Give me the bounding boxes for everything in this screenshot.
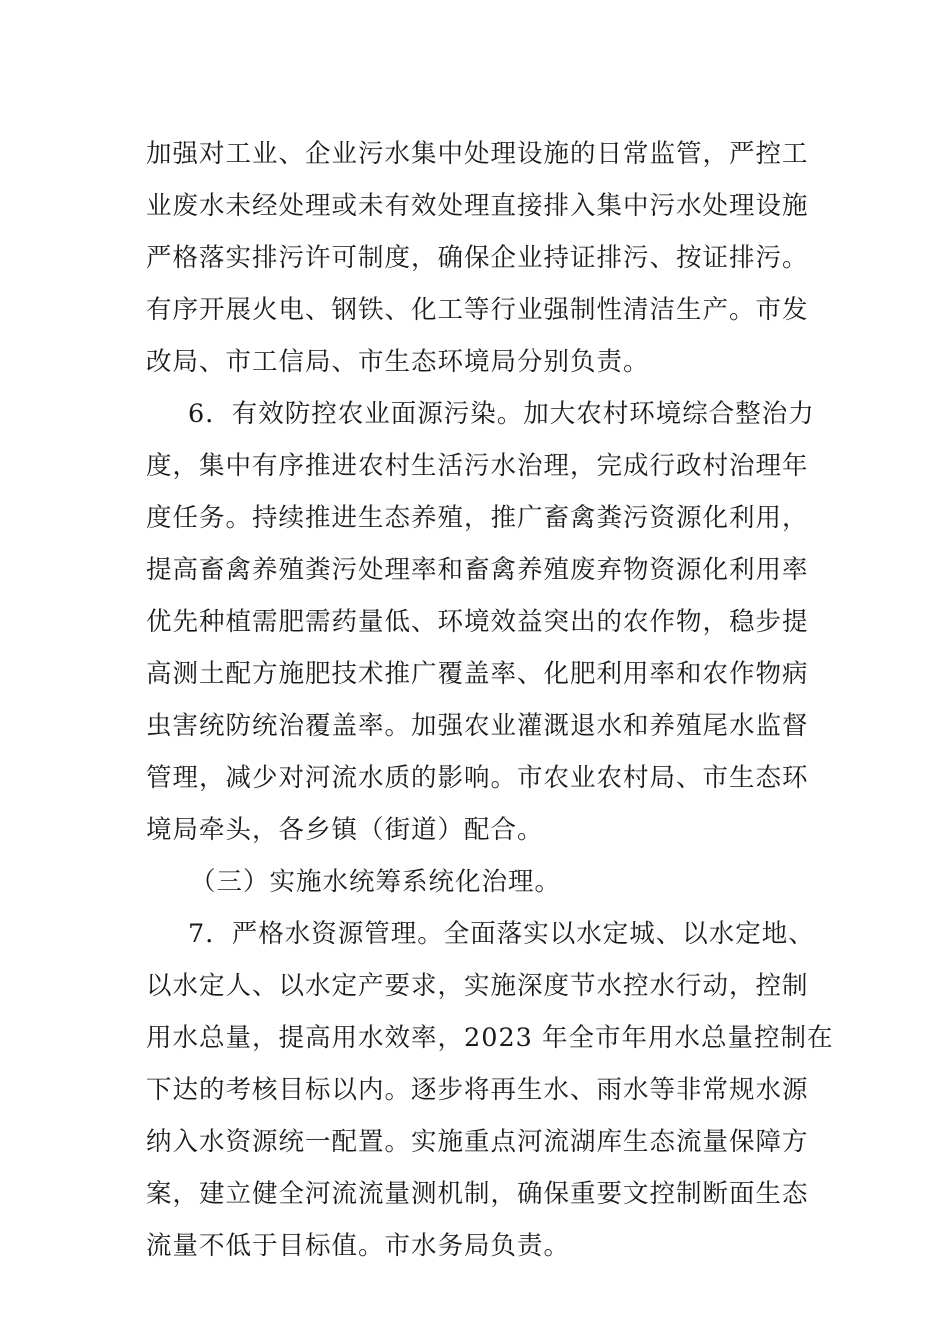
text-line: 提高畜禽养殖粪污处理率和畜禽养殖废弃物资源化利用率 [146, 555, 809, 585]
section-7-heading-line: 7．严格水资源管理。全面落实以水定城、以水定地、 [188, 919, 815, 949]
text-line: 改局、市工信局、市生态环境局分别负责。 [146, 347, 650, 377]
body-text [146, 128, 834, 1272]
text-line: 管理，减少对河流水质的影响。市农业农村局、市生态环 [146, 763, 809, 793]
text-line: 虫害统防统治覆盖率。加强农业灌溉退水和养殖尾水监督 [146, 711, 809, 741]
text-line: 高测土配方施肥技术推广覆盖率、化肥利用率和农作物病 [146, 659, 809, 689]
text-line: 下达的考核目标以内。逐步将再生水、雨水等非常规水源 [146, 1075, 809, 1105]
text-line: 纳入水资源统一配置。实施重点河流湖库生态流量保障方 [146, 1127, 809, 1157]
text-line: 有序开展火电、钢铁、化工等行业强制性清洁生产。市发 [146, 295, 809, 325]
text-line: 用水总量，提高用水效率，2023 年全市年用水总量控制在 [146, 1023, 834, 1053]
subsection-3-heading: （三）实施水统筹系统化治理。 [190, 867, 562, 897]
text-line: 度，集中有序推进农村生活污水治理，完成行政村治理年 [146, 451, 809, 481]
text-line: 境局牵头，各乡镇（街道）配合。 [146, 815, 544, 845]
text-line: 严格落实排污许可制度，确保企业持证排污、按证排污。 [146, 243, 809, 273]
text-line: 优先种植需肥需药量低、环境效益突出的农作物，稳步提 [146, 607, 809, 637]
text-line: 度任务。持续推进生态养殖，推广畜禽粪污资源化利用， [146, 503, 809, 533]
section-6-heading-line: 6．有效防控农业面源污染。加大农村环境综合整治力 [188, 399, 815, 429]
text-line: 案，建立健全河流流量测机制，确保重要文控制断面生态 [146, 1179, 809, 1209]
text-line: 加强对工业、企业污水集中处理设施的日常监管，严控工 [146, 139, 809, 169]
text-line: 流量不低于目标值。市水务局负责。 [146, 1231, 571, 1261]
text-line: 业废水未经处理或未有效处理直接排入集中污水处理设施 [146, 191, 809, 221]
text-line: 以水定人、以水定产要求，实施深度节水控水行动，控制 [146, 971, 809, 1001]
